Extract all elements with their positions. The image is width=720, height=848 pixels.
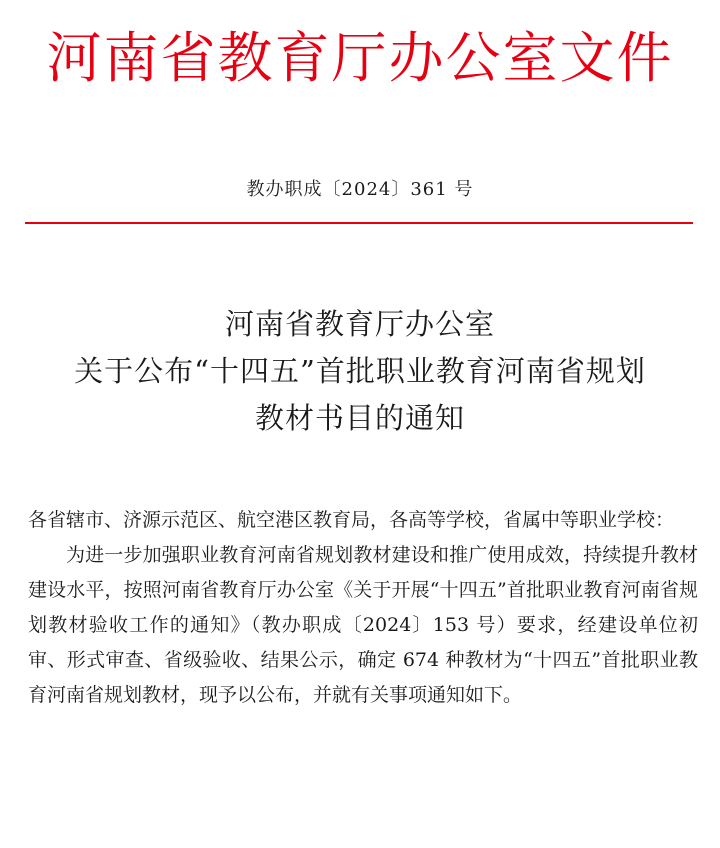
- body-paragraph-1: 为进一步加强职业教育河南省规划教材建设和推广使用成效，持续提升教材建设水平，按照河南省教育厅办公室《关于开展“十四五”首批职业教育河南省规划教材验收工作的通知》（教办职成〔2024〕153 号）要求，经建设单位初审、形式审查、省级验收、结果公示，确定 674 种教材为“十四五”首批职业教育河南省规划教材，现予以公布，并就有关事项通知如下。: [28, 544, 698, 706]
- document-number: 教办职成〔2024〕361 号: [246, 179, 474, 200]
- title-line-2: 关于公布“十四五”首批职业教育河南省规划: [74, 354, 646, 388]
- red-divider-line: [25, 222, 693, 224]
- issuer-banner: 河南省教育厅办公室文件: [46, 26, 674, 90]
- title-line-3: 教材书目的通知: [254, 401, 465, 435]
- title-line-1: 河南省教育厅办公室: [224, 307, 495, 341]
- document-body: [28, 503, 698, 713]
- salutation: 各省辖市、济源示范区、航空港区教育局，各高等学校，省属中等职业学校：: [28, 509, 675, 531]
- document-title: [0, 301, 720, 442]
